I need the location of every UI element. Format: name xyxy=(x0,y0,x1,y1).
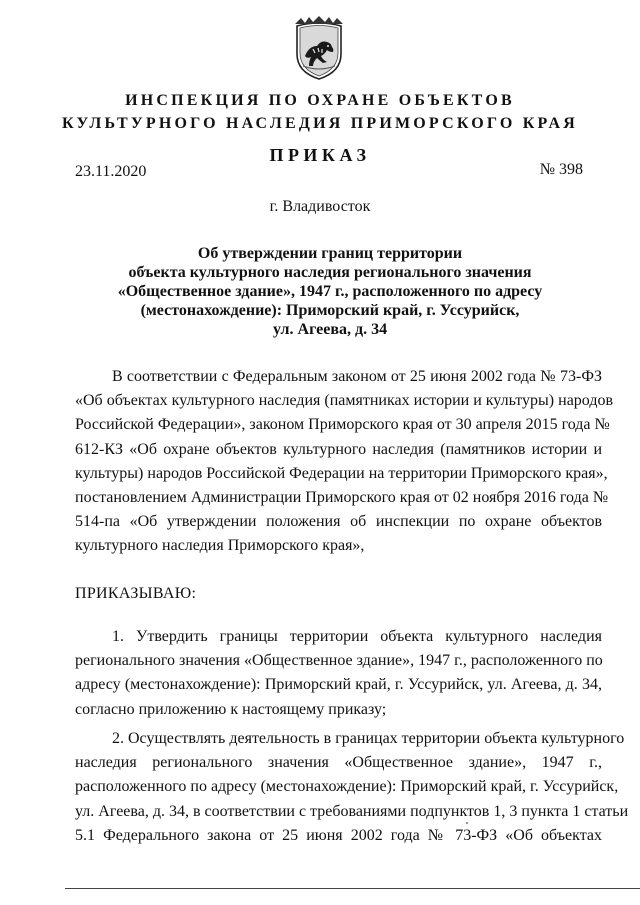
scan-speck xyxy=(466,822,468,824)
document-date: 23.11.2020 xyxy=(75,163,147,180)
paragraph-line: постановлением Администрации Приморского края от 02 ноября 2016 года № xyxy=(75,488,609,506)
paragraph-line: согласно приложению к настоящему приказу; xyxy=(75,700,387,718)
preamble-paragraph xyxy=(75,365,614,559)
paragraph-line: ул. Агеева, д. 34, в соответствии с требованиями подпунктов 1, 3 пункта 1 статьи xyxy=(75,802,629,820)
subject-line: ул. Агеева, д. 34 xyxy=(272,321,388,338)
paragraph-line: 1. Утвердить границы территории объекта культурного наследия xyxy=(112,628,602,645)
paragraph-line: В соответствии с Федеральным законом от 25 июня 2002 года № 73-ФЗ xyxy=(112,368,602,385)
primorsky-krai-coat-of-arms-icon xyxy=(291,16,347,82)
paragraph-line: расположенного по адресу (местонахождение): Приморский край, г. Уссурийск, xyxy=(75,778,619,796)
document-city: г. Владивосток xyxy=(269,198,371,215)
paragraph-line: культуры) народов Российской Федерации на территории Приморского края», xyxy=(75,464,608,482)
document-type-title: ПРИКАЗ xyxy=(269,145,371,165)
paragraph-line: «Об объектах культурного наследия (памятниках истории и культуры) народов xyxy=(75,392,614,410)
organization-name-line-1: ИНСПЕКЦИЯ ПО ОХРАНЕ ОБЪЕКТОВ xyxy=(125,92,515,109)
document-number: № 398 xyxy=(539,161,583,178)
paragraph-line: 2. Осуществлять деятельность в границах территории объекта культурного xyxy=(112,730,625,747)
organization-name-line-2: КУЛЬТУРНОГО НАСЛЕДИЯ ПРИМОРСКОГО КРАЯ xyxy=(62,115,578,132)
subject-line: «Общественное здание», 1947 г., расположенного по адресу xyxy=(117,283,543,300)
paragraph-line: Российской Федерации», законом Приморского края от 30 апреля 2015 года № xyxy=(75,416,610,434)
order-item-1 xyxy=(75,625,602,722)
order-operative-word: ПРИКАЗЫВАЮ: xyxy=(75,585,197,602)
paragraph-line: 612-КЗ «Об охране объектов культурного наследия (памятников истории и xyxy=(75,440,602,458)
subject-line: объекта культурного наследия регионального значения xyxy=(128,264,532,281)
paragraph-line: наследия регионального значения «Общественное здание», 1947 г., xyxy=(75,754,602,772)
paragraph-line: регионального значения «Общественное здание», 1947 г., расположенного по xyxy=(75,652,603,670)
paragraph-line: 5.1 Федерального закона от 25 июня 2002 года № 73-ФЗ «Об объектах xyxy=(75,826,602,844)
paragraph-line: адресу (местонахождение): Приморский край, г. Уссурийск, ул. Агеева, д. 34, xyxy=(75,676,602,694)
order-item-2 xyxy=(75,727,629,848)
subject-line: (местонахождение): Приморский край, г. Уссурийск, xyxy=(140,302,520,319)
page-bottom-divider xyxy=(65,888,640,889)
paragraph-line: культурного наследия Приморского края», xyxy=(75,537,365,555)
paragraph-line: 514-па «Об утверждении положения об инспекции по охране объектов xyxy=(75,513,602,531)
document-subject xyxy=(80,244,580,339)
subject-line: Об утверждении границ территории xyxy=(197,245,463,262)
